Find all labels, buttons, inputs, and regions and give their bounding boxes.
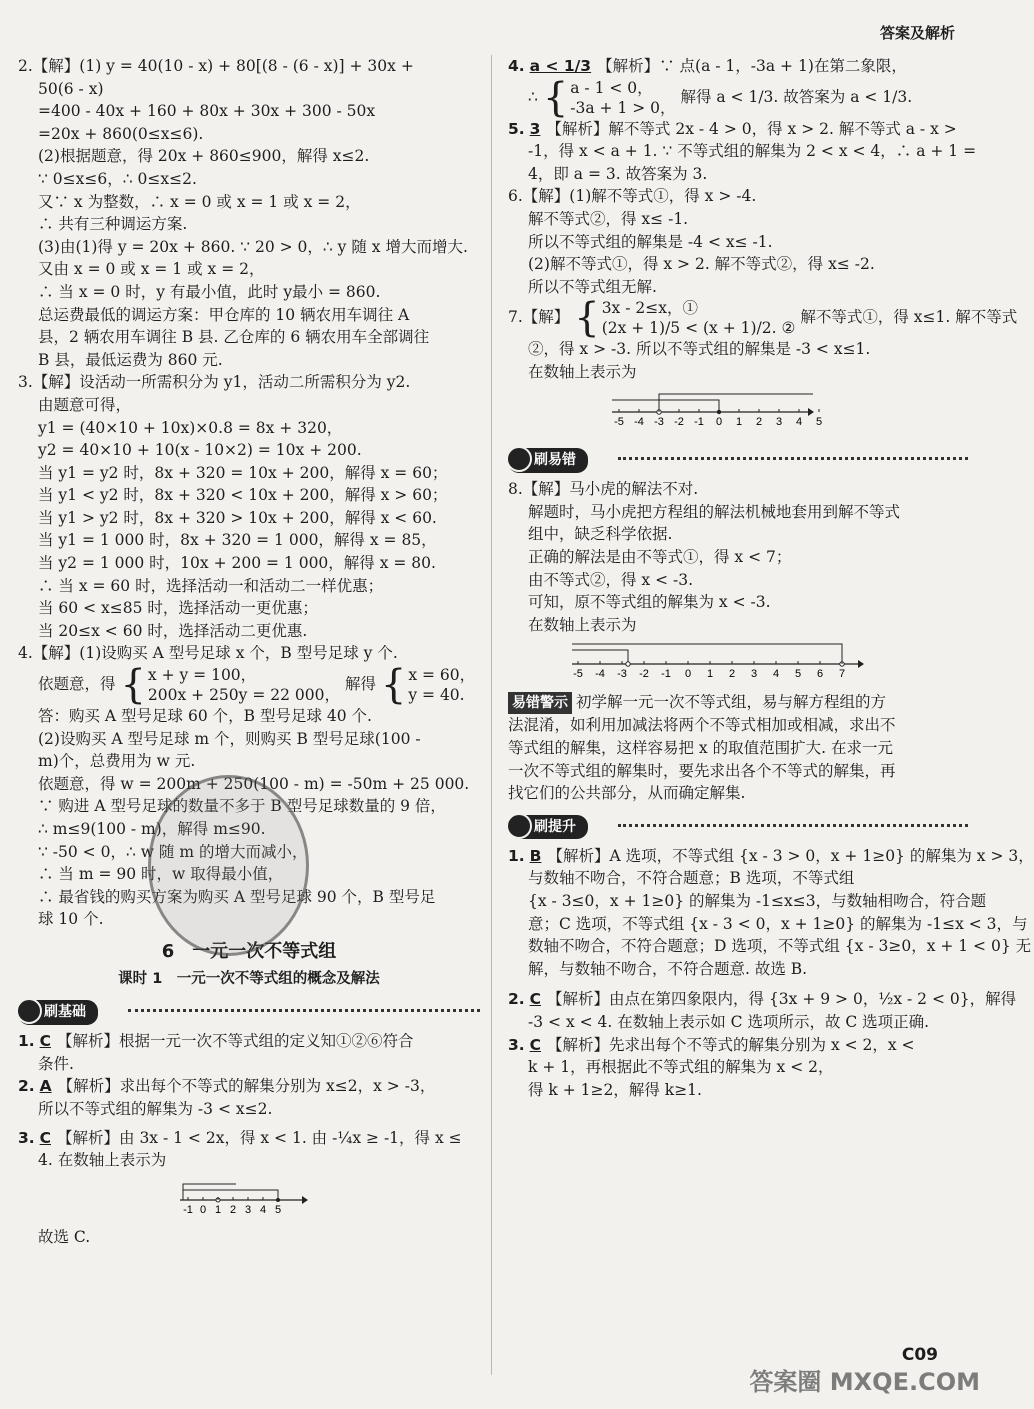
stamp-seal: [148, 775, 309, 956]
dotted-rule: [128, 1009, 480, 1012]
answer-value: a < 1/3: [529, 57, 592, 75]
text-line: 3.【解】设活动一所需积分为 y1，活动二所需积分为 y2.: [18, 373, 411, 392]
tick-label: -3: [617, 668, 627, 681]
text-line: 当 y1 = 1 000 时，8x + 320 = 1 000，解得 x = 85，: [38, 531, 437, 550]
text-line: m)个，总费用为 w 元.: [38, 752, 196, 771]
text-line: 法混淆，如利用加减法将两个不等式相加或相减，求出不: [508, 716, 896, 735]
text-line: ∴ m≤9(100 - m)，解得 m≤90.: [38, 820, 266, 838]
text-span: 【解析】先求出每个不等式的解集分别为 x < 2，x <: [547, 1035, 915, 1054]
tick-label: 0: [715, 415, 723, 428]
text-line: -3 < x < 4. 在数轴上表示如 C 选项所示，故 C 选项正确.: [528, 1013, 930, 1031]
equation-row: (2x + 1)/5 < (x + 1)/2. ②: [601, 319, 796, 338]
tick-label: 1: [706, 668, 714, 681]
warning-label: 易错警示: [508, 692, 572, 715]
text-line: 所以不等式组无解.: [528, 277, 657, 296]
answer-letter: C: [529, 990, 542, 1009]
text-line: 当 y1 < y2 时，8x + 320 < 10x + 200，解得 x > 60；: [38, 486, 448, 505]
text-span: 解得 a < 1/3. 故答案为 a < 1/3.: [680, 87, 913, 106]
text-line: 所以不等式组的解集为 -3 < x≤2.: [38, 1099, 273, 1118]
tick-label: -1: [694, 415, 704, 428]
band-label: 刷易错: [508, 448, 588, 473]
section-title: 6 一元一次不等式组: [161, 940, 337, 962]
text-line: 当 y1 = y2 时，8x + 320 = 10x + 200，解得 x = 60；: [38, 463, 448, 482]
text-line: =400 - 40x + 160 + 80x + 30x + 300 - 50x: [38, 102, 376, 121]
text-line: 由题意可得，: [38, 395, 132, 414]
text-line: ②，得 x > -3. 所以不等式组的解集是 -3 < x≤1.: [528, 340, 871, 359]
text-line: 又∵ x 为整数，∴ x = 0 或 x = 1 或 x = 2，: [38, 192, 361, 211]
text-span: 【解析】解不等式 2x - 4 > 0，得 x > 2. 解不等式 a - x >: [546, 119, 957, 138]
tick-label: -4: [634, 415, 644, 428]
tick-label: 4: [795, 415, 803, 428]
text-line: y2 = 40×10 + 10(x - 10×2) = 10x + 200.: [38, 441, 362, 460]
dotted-rule: [618, 824, 968, 827]
answer-letter: B: [529, 846, 542, 865]
tick-label: -3: [654, 415, 664, 428]
lesson-title: 课时 1 一元一次不等式组的概念及解法: [118, 970, 380, 987]
answer-letter: C: [39, 1128, 52, 1147]
tick-label: -1: [183, 1203, 193, 1216]
text-line: (3)由(1)得 y = 20x + 860. ∵ 20 > 0，∴ y 随 x 增大而增大.: [38, 237, 468, 256]
book-icon: [506, 446, 532, 472]
tick-label: 1: [735, 415, 743, 428]
brace-icon: {: [120, 662, 146, 709]
question-number: 2.: [18, 1077, 35, 1096]
tick-label: 6: [816, 668, 824, 681]
tick-label: 2: [728, 668, 736, 681]
text-line: ∵ 0≤x≤6，∴ 0≤x≤2.: [38, 169, 197, 188]
text-line: 县，2 辆农用车调往 B 县. 乙仓库的 6 辆农用车全部调往: [38, 328, 430, 347]
question-number: 3.: [18, 1128, 35, 1147]
question-number: 4.: [508, 57, 525, 75]
text-line: 50(6 - x): [38, 79, 104, 98]
tick-label: 3: [750, 668, 758, 681]
text-line: 找它们的公共部分，从而确定解集.: [508, 784, 746, 803]
equation-row: y = 40.: [408, 686, 465, 705]
text-line: 得 k + 1≥2，解得 k≥1.: [528, 1080, 702, 1099]
text-line: 等式组的解集，这样容易把 x 的取值范围扩大. 在求一元: [508, 739, 893, 758]
question-number: 1.: [18, 1032, 35, 1051]
equation-row: a - 1 < 0，: [570, 78, 653, 97]
equation-row: -3a + 1 > 0，: [570, 98, 676, 117]
text-span: 解不等式①，得 x≤1. 解不等式: [800, 308, 1018, 327]
tick-label: 0: [199, 1203, 207, 1216]
text-line: 与数轴不吻合，不符合题意；B 选项，不等式组: [528, 869, 855, 888]
text-line: ∴ 当 x = 0 时，y 有最小值，此时 y最小 = 860.: [38, 282, 381, 301]
text-span: 【解析】∵ 点(a - 1，-3a + 1)在第二象限，: [597, 57, 907, 75]
tick-label: 1: [214, 1203, 222, 1216]
r5-line: [508, 118, 968, 141]
brace-icon: {: [574, 295, 600, 342]
question-number: 1.: [508, 846, 525, 865]
text-line: 当 20≤x < 60 时，选择活动二更优惠.: [38, 621, 308, 640]
book-icon: [16, 998, 42, 1024]
text-line: 2.【解】(1) y = 40(10 - x) + 80[(8 - (6 - x)] + 30x +: [18, 57, 414, 75]
equation-system-line: [508, 74, 968, 121]
r4-line: [508, 55, 968, 78]
question-number: 2.: [508, 990, 525, 1009]
text-line: 依题意，得 w = 200m + 250(100 - m) = -50m + 25 000.: [38, 774, 470, 793]
text-line: 4.【解】(1)设购买 A 型号足球 x 个，B 型号足球 y 个.: [18, 644, 398, 663]
tick-label: 2: [229, 1203, 237, 1216]
number-line-b3: [178, 1176, 308, 1216]
number-line-q8: [568, 640, 868, 680]
tick-label: 3: [775, 415, 783, 428]
tick-label: -1: [661, 668, 671, 681]
text-line: ∵ 购进 A 型号足球的数量不多于 B 型号足球数量的 9 倍，: [38, 797, 446, 816]
left-column: [18, 55, 480, 1249]
therefore-mark: ∴: [528, 87, 538, 106]
text-line: y1 = (40×10 + 10x)×0.8 = 8x + 320，: [38, 418, 343, 437]
text-line: 当 60 < x≤85 时，选择活动一更优惠；: [38, 599, 318, 618]
text-line: 又由 x = 0 或 x = 1 或 x = 2，: [38, 260, 265, 279]
answer-value: 3: [529, 119, 541, 138]
right-column: [508, 55, 1034, 1101]
page-number: C09: [901, 1345, 938, 1365]
tick-label: 7: [838, 668, 846, 681]
answer-letter: C: [39, 1032, 52, 1051]
text-line: ∴ 当 x = 60 时，选择活动一和活动二一样优惠；: [38, 576, 384, 595]
b2-line: [18, 1075, 480, 1098]
text-line: ∴ 最省钱的购买方案为购买 A 型号足球 90 个，B 型号足: [38, 887, 436, 906]
equation-row: 200x + 250y = 22 000，: [147, 686, 340, 705]
tick-label: 3: [244, 1203, 252, 1216]
tick-label: 5: [794, 668, 802, 681]
text-span: 【解析】A 选项，不等式组 {x - 3 > 0，x + 1≥0} 的解集为 x > 3，: [547, 846, 1034, 865]
text-span: 【解析】由点在第四象限内，得 {3x + 9 > 0，½x - 2 < 0}，解得: [547, 990, 1017, 1009]
text-line: B 县，最低运费为 860 元.: [38, 350, 223, 369]
text-line: 球 10 个.: [38, 910, 104, 929]
r7-line: [508, 295, 1018, 342]
tick-label: 4: [772, 668, 780, 681]
text-line: 总运费最低的调运方案：甲仓库的 10 辆农用车调往 A: [38, 305, 410, 324]
text-line: 解不等式②，得 x≤ -1.: [528, 209, 689, 228]
solution-system: [380, 662, 476, 709]
answer-letter: C: [529, 1035, 542, 1054]
question-number: 3.: [508, 1035, 525, 1054]
text-span: 初学解一元一次不等式组，易与解方程组的方: [576, 692, 887, 711]
text-line: 组中，缺乏科学依据.: [528, 525, 673, 544]
equation-row: x + y = 100，: [147, 666, 257, 685]
text-line: 解题时，马小虎把方程组的解法机械地套用到解不等式: [528, 502, 901, 521]
text-span: 7.【解】: [508, 308, 570, 327]
page-header: 答案及解析: [879, 24, 955, 42]
text-span: 【解析】根据一元一次不等式组的定义知①②⑥符合: [57, 1032, 414, 1051]
text-line: ∴ 当 m = 90 时，w 取得最小值，: [38, 865, 284, 884]
text-span: 【解析】由 3x - 1 < 2x，得 x < 1. 由 -¼x ≥ -1，得 x ≤: [57, 1128, 462, 1147]
tick-label: -4: [595, 668, 605, 681]
text-line: 当 y1 > y2 时，8x + 320 > 10x + 200，解得 x < 60.: [38, 508, 437, 527]
text-line: 所以不等式组的解集是 -4 < x≤ -1.: [528, 232, 773, 251]
tick-label: 0: [684, 668, 692, 681]
text-line: -1，得 x < a + 1. ∵ 不等式组的解集为 2 < x < 4，∴ a + 1 =: [528, 142, 977, 161]
text-line: 条件.: [38, 1054, 74, 1073]
text-line: 一次不等式组的解集时，要先求出各个不等式的解集，再: [508, 761, 896, 780]
text-line: 当 y2 = 1 000 时，10x + 200 = 1 000，解得 x = 80.: [38, 554, 436, 573]
q2-block: [18, 55, 480, 371]
text-line: 故选 C.: [38, 1228, 91, 1247]
text-line: 在数轴上表示为: [528, 362, 637, 381]
band-label: 刷提升: [508, 815, 588, 840]
text-line: 8.【解】马小虎的解法不对.: [508, 480, 699, 499]
text-line: 解，与数轴不吻合，不符合题意. 故选 B.: [528, 959, 808, 978]
equation-row: x = 60，: [408, 666, 476, 685]
b3-line: [18, 1127, 480, 1150]
text-line: 6.【解】(1)解不等式①，得 x > -4.: [508, 187, 757, 206]
tick-label: 5: [815, 415, 823, 428]
b1-line: [18, 1030, 480, 1053]
answer-letter: A: [39, 1077, 52, 1096]
text-line: ∴ 共有三种调运方案.: [38, 215, 188, 234]
u1-line: [508, 845, 1034, 868]
tick-label: -5: [573, 668, 583, 681]
equation-system-line: [18, 662, 480, 709]
tick-label: -2: [639, 668, 649, 681]
book-icon: [506, 813, 532, 839]
tick-label: -5: [614, 415, 624, 428]
text-span: 解得: [344, 675, 376, 694]
number-line-q7: [608, 388, 823, 428]
text-line: (2)根据题意，得 20x + 860≤900，解得 x≤2.: [38, 147, 370, 166]
text-line: 在数轴上表示为: [528, 615, 637, 634]
text-line: 数轴不吻合，不符合题意；D 选项，不等式组 {x - 3≥0，x + 1 < 0} 无: [528, 937, 1032, 956]
text-line: 可知，原不等式组的解集为 x < -3.: [528, 593, 771, 612]
band-basic: [18, 998, 480, 1024]
text-line: 4，即 a = 3. 故答案为 3.: [528, 164, 708, 183]
tick-label: 2: [755, 415, 763, 428]
band-improve: [508, 813, 968, 839]
u3-line: [508, 1034, 968, 1057]
band-label: 刷基础: [18, 1000, 98, 1025]
warning-line: [508, 691, 968, 715]
text-line: k + 1，再根据此不等式组的解集为 x < 2，: [528, 1058, 834, 1077]
text-line: (2)设购买 A 型号足球 m 个，则购买 B 型号足球(100 -: [38, 729, 421, 748]
equation-system: [120, 662, 340, 709]
text-line: 正确的解法是由不等式①，得 x < 7；: [528, 547, 792, 566]
inequality-system: [574, 295, 796, 342]
text-line: 由不等式②，得 x < -3.: [528, 570, 694, 589]
text-line: 4. 在数轴上表示为: [38, 1151, 167, 1170]
equation-system: [542, 74, 676, 121]
brace-icon: {: [542, 74, 569, 121]
dotted-rule: [618, 457, 968, 460]
question-number: 5.: [508, 119, 525, 138]
tick-label: 5: [274, 1203, 282, 1216]
text-line: 答：购买 A 型号足球 60 个，B 型号足球 40 个.: [38, 707, 372, 726]
text-span: 【解析】求出每个不等式的解集分别为 x≤2，x > -3，: [57, 1077, 436, 1096]
text-line: ∵ -50 < 0，∴ w 随 m 的增大而减小，: [38, 842, 308, 861]
q3-block: [18, 371, 480, 642]
tick-label: -2: [674, 415, 684, 428]
brace-icon: {: [380, 662, 407, 709]
text-line: =20x + 860(0≤x≤6).: [38, 124, 204, 143]
text-line: {x - 3≤0，x + 1≥0} 的解集为 -1≤x≤3，与数轴相吻合，符合题: [528, 892, 987, 911]
text-line: 意；C 选项，不等式组 {x - 3 < 0，x + 1≥0} 的解集为 -1≤x < 3，与: [528, 914, 1028, 933]
column-divider: [491, 55, 492, 1375]
tick-label: 4: [259, 1203, 267, 1216]
watermark-logo: 答案圈 MXQE.COM: [749, 1368, 980, 1396]
band-error: [508, 446, 968, 472]
u2-line: [508, 988, 1017, 1011]
equation-row: 3x - 2≤x，①: [601, 299, 698, 318]
text-line: (2)解不等式①，得 x > 2. 解不等式②，得 x≤ -2.: [528, 255, 875, 274]
text-span: 依题意，得: [38, 675, 116, 694]
